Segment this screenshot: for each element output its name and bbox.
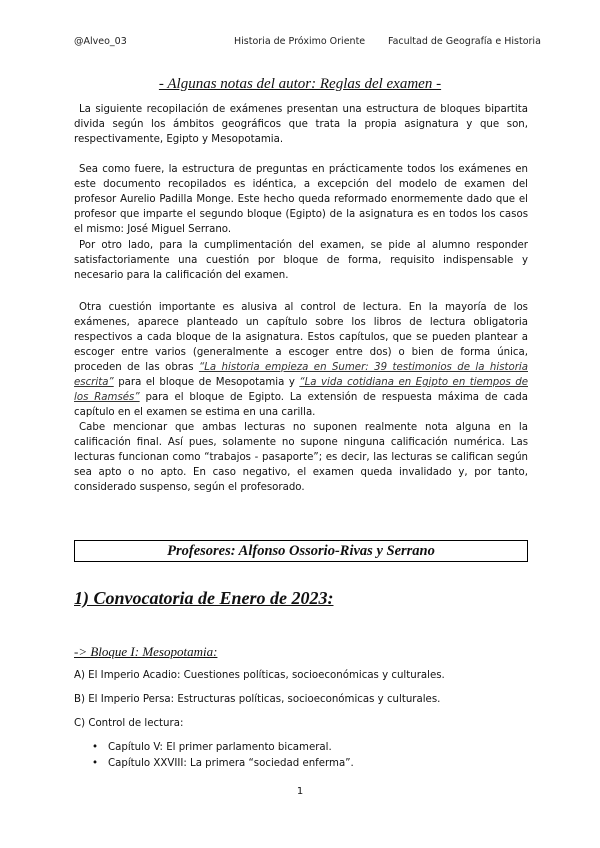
header-author: @Alveo_03: [74, 36, 127, 47]
paragraph-4: [74, 300, 528, 420]
paragraph-1: La siguiente recopilación de exámenes presentan una estructura de bloques bipartita divida según los ámbitos geográficos que trata la propia asignatura y que son, respectivamente, Egipto y Mesopotamia.: [74, 104, 528, 145]
page-number: 1: [296, 786, 304, 797]
header-subject: Historia de Próximo Oriente: [234, 36, 366, 47]
question-item-b: B) El Imperio Persa: Estructuras políticas, socioeconómicas y culturales.: [74, 694, 441, 705]
professors-box: Profesores: Alfonso Ossorio-Rivas y Serrano: [74, 540, 528, 562]
paragraph-3: Por otro lado, para la cumplimentación del examen, se pide al alumno responder satisfactoriamente una cuestión por bloque de forma, requisito indispensable y necesario para la calificación del examen.: [74, 240, 528, 281]
paragraph-4-text-a: Otra cuestión importante es alusiva al control de lectura. En la mayoría de los exámenes, aparece planteado un capítulo sobre los libros de lectura obligatoria respectivos a cada bloque de la asignatura. Estos capítulos, que se pueden plantear a escoger entre varios (generalmente a escoger entre dos) o bien de forma única, proceden de las obras: [74, 302, 528, 373]
list-item: [92, 758, 354, 769]
header-faculty: Facultad de Geografía e Historia: [388, 36, 541, 47]
bullet-text-2: Capítulo XXVIII: La primera “sociedad enferma”.: [108, 758, 354, 769]
question-item-c: C) Control de lectura:: [74, 718, 184, 729]
block-title: -> Bloque I: Mesopotamia:: [74, 644, 218, 659]
paragraph-4-text-c: para el bloque de Egipto. La extensión de respuesta máxima de cada capítulo en el examen se estima en una carilla.: [74, 392, 528, 418]
bullet-icon: •: [92, 758, 99, 769]
reading-link-egipto[interactable]: “La vida cotidiana en Egipto en tiempos de los Ramsés”: [74, 377, 528, 403]
paragraph-4-text-b: para el bloque de Mesopotamia y: [113, 377, 300, 388]
section-title: 1) Convocatoria de Enero de 2023:: [74, 588, 334, 608]
question-item-a: A) El Imperio Acadio: Cuestiones políticas, socioeconómicas y culturales.: [74, 670, 445, 681]
page-title: - Algunas notas del autor: Reglas del examen -: [158, 76, 442, 92]
paragraph-5: Cabe mencionar que ambas lecturas no suponen realmente nota alguna en la calificación final. Así pues, solamente no supone ninguna calificación numérica. Las lecturas funcionan como “trabajos - pasaporte”; es decir, las lecturas se califican según sea apto o no apto. En caso negativo, el examen queda invalidado y, por tanto, considerado suspenso, según el profesorado.: [74, 422, 528, 493]
bullet-text-1: Capítulo V: El primer parlamento bicameral.: [108, 742, 332, 753]
reading-link-sumer[interactable]: “La historia empieza en Sumer: 39 testimonios de la historia escrita”: [74, 362, 528, 388]
bullet-icon: •: [92, 742, 99, 753]
list-item: [92, 742, 332, 753]
paragraph-2: Sea como fuere, la estructura de preguntas en prácticamente todos los exámenes en este documento recopilados es idéntica, a excepción del modelo de examen del profesor Aurelio Padilla Monge. Este hecho queda reformado enormemente dado que el profesor que imparte el segundo bloque (Egipto) de la asignatura es en todos los casos el mismo: José Miguel Serrano.: [74, 164, 528, 235]
